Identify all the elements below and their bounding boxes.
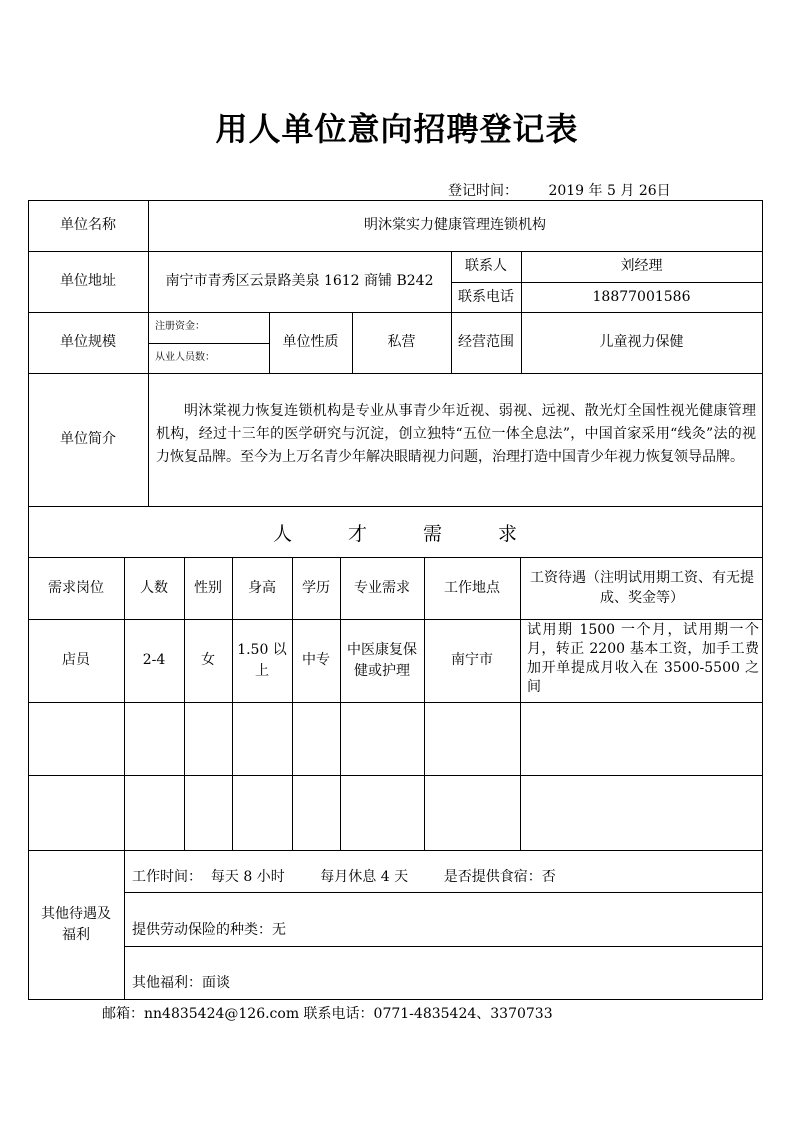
address: 南宁市青秀区云景路美泉 1612 商铺 B242 (165, 273, 434, 290)
month-unit: 月 (620, 183, 635, 199)
header-salary: 工资待遇（注明试用期工资、有无提成、奖金等） (530, 569, 754, 606)
work-time: 工作时间： 每天 8 小时 每月休息 4 天 是否提供食宿：否 (132, 868, 556, 885)
business-scope-label: 经营范围 (458, 334, 514, 351)
row-education: 中专 (302, 652, 330, 669)
register-year: 2019 (548, 183, 585, 199)
header-education: 学历 (302, 579, 330, 596)
row-count: 2-4 (142, 652, 166, 669)
row-gender: 女 (201, 652, 215, 669)
contact-person: 刘经理 (620, 258, 663, 275)
row-major: 中医康复保健或护理 (347, 642, 417, 679)
nature-label: 单位性质 (282, 334, 339, 351)
talent-demand-heading (28, 507, 762, 557)
benefits-label: 其他待遇及福利 (41, 906, 111, 943)
phone-label: 联系电话 (458, 288, 514, 305)
company-name-label: 单位名称 (60, 217, 116, 234)
header-major: 专业需求 (354, 579, 410, 596)
staff-count-label: 从业人员数： (155, 351, 215, 363)
other-benefits: 其他福利：面谈 (132, 974, 230, 991)
address-label: 单位地址 (60, 273, 116, 290)
day-unit: 日 (656, 183, 671, 199)
insurance: 提供劳动保险的种类：无 (132, 921, 286, 938)
company-nature: 私营 (387, 334, 416, 351)
header-height: 身高 (248, 579, 276, 596)
register-month: 5 (607, 183, 616, 199)
heading-char: 求 (498, 522, 518, 545)
register-day: 26 (638, 183, 657, 199)
row-height: 1.50 以上 (237, 642, 287, 679)
heading-char: 人 (272, 522, 292, 545)
business-scope: 儿童视力保健 (599, 334, 684, 351)
register-date-label: 登记时间： (448, 183, 518, 199)
contact-label: 联系人 (465, 258, 507, 275)
company-name: 明沐棠实力健康管理连锁机构 (364, 217, 546, 234)
footer-contact: 邮箱：nn4835424@126.com 联系电话：0771-4835424、3370733 (102, 1006, 553, 1022)
year-unit: 年 (588, 183, 603, 199)
row-location: 南宁市 (451, 652, 493, 669)
row-salary: 试用期 1500 一个月，试用期一个月，转正 2200 基本工资，加手工费加开单提成月收入在 3500-5500 之间 (527, 622, 759, 695)
header-location: 工作地点 (444, 579, 500, 596)
scale-label: 单位规模 (60, 334, 116, 351)
row-position: 店员 (62, 652, 90, 669)
heading-char: 才 (347, 522, 367, 545)
contact-phone: 18877001586 (592, 288, 691, 305)
registered-capital-label: 注册资金： (155, 321, 205, 333)
header-gender: 性别 (194, 579, 222, 596)
header-count: 人数 (140, 579, 168, 596)
register-date (448, 180, 671, 200)
heading-char: 需 (423, 522, 443, 545)
intro-label: 单位简介 (60, 431, 116, 448)
page-title: 用人单位意向招聘登记表 (215, 110, 579, 148)
company-intro: 明沐棠视力恢复连锁机构是专业从事青少年近视、弱视、远视、散光灯全国性视光健康管理机构，经过十三年的医学研究与沉淀，创立独特“五位一体全息法”，中国首家采用“线灸”法的视力恢复品牌。至今为上万名青少年解决眼睛视力问题，治理打造中国青少年视力恢复领导品牌。 (156, 403, 756, 465)
header-position: 需求岗位 (48, 579, 104, 596)
